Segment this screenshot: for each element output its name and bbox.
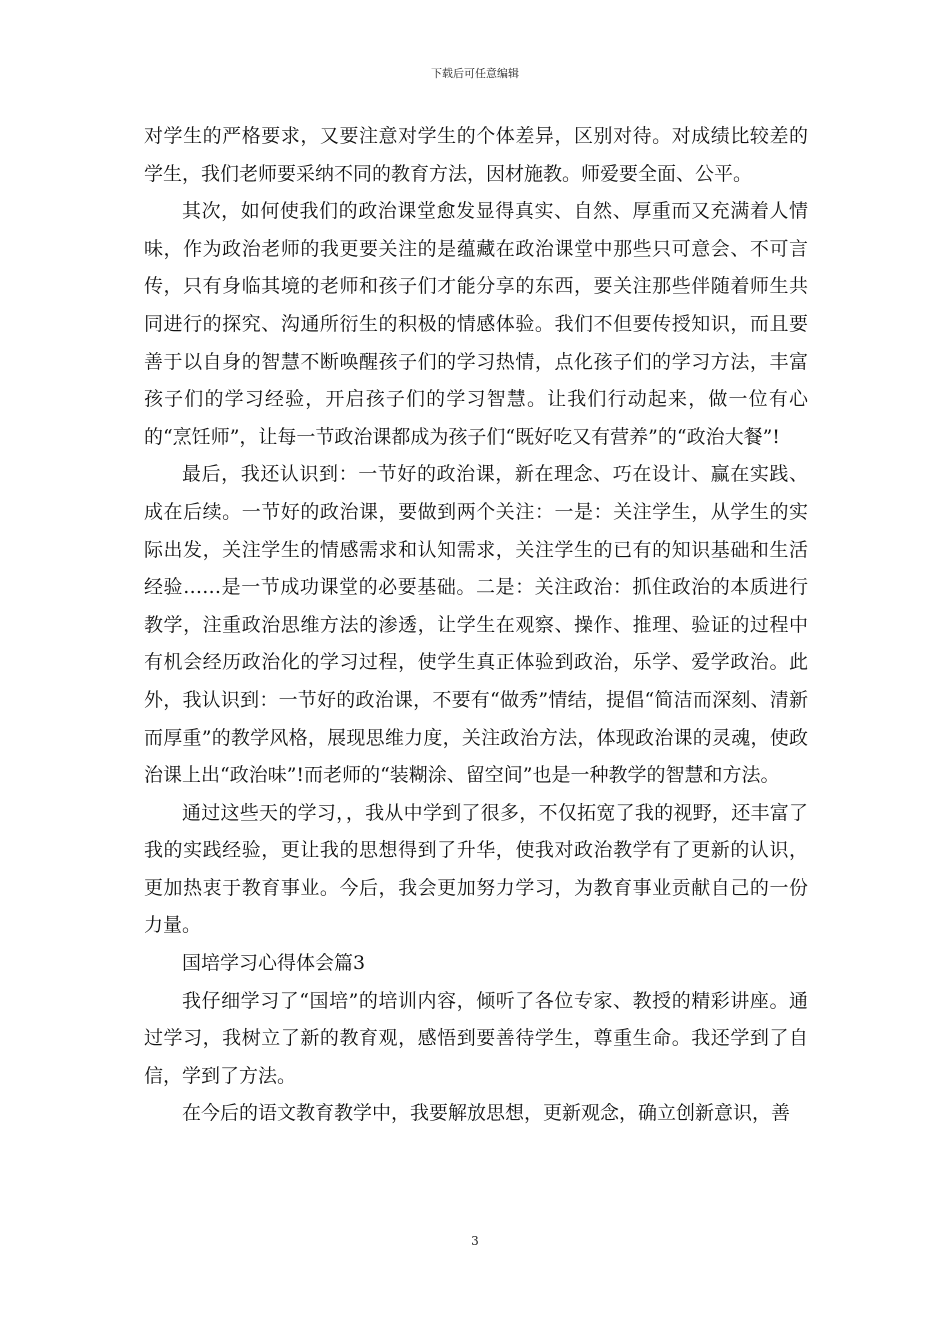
paragraph: 通过这些天的学习，，我从中学到了很多，不仅拓宽了我的视野，还丰富了我的实践经验，更让我的思想得到了升华，使我对政治教学有了更新的认识，更加热衷于教育事业。今后，我会更加努力学习，为教育事业贡献自己的一份力量。 bbox=[144, 801, 808, 937]
paragraph: 在今后的语文教育教学中，我要解放思想，更新观念，确立创新意识，善 bbox=[182, 1102, 791, 1125]
paragraph-continued: 对学生的严格要求，又要注意对学生的个体差异，区别对待。对成绩比较差的学生，我们老师要采纳不同的教育方法，因材施教。师爱要全面、公平。 bbox=[144, 125, 808, 185]
paragraph: 其次，如何使我们的政治课堂愈发显得真实、自然、厚重而又充满着人情味，作为政治老师的我更要关注的是蕴藏在政治课堂中那些只可意会、不可言传，只有身临其境的老师和孩子们才能分享的东西，要关注那些伴随着师生共同进行的探究、沟通所衍生的积极的情感体验。我们不但要传授知识，而且要善于以自身的智慧不断唤醒孩子们的学习热情，点化孩子们的学习方法，丰富孩子们的学习经验，开启孩子们的学习智慧。让我们行动起来，做一位有心的“烹饪师”，让每一节政治课都成为孩子们“既好吃又有营养”的“政治大餐”! bbox=[144, 200, 808, 448]
page-number: 3 bbox=[471, 1234, 479, 1248]
paragraph: 最后，我还认识到：一节好的政治课，新在理念、巧在设计、赢在实践、成在后续。一节好的政治课，要做到两个关注：一是：关注学生，从学生的实际出发，关注学生的情感需求和认知需求，关注学生的已有的知识基础和生活经验……是一节成功课堂的必要基础。二是：关注政治：抓住政治的本质进行教学，注重政治思维方法的渗透，让学生在观察、操作、推理、验证的过程中有机会经历政治化的学习过程，使学生真正体验到政治，乐学、爱学政治。此外，我认识到：一节好的政治课，不要有“做秀”情结，提倡“简洁而深刻、清新而厚重”的教学风格，展现思维力度，关注政治方法，体现政治课的灵魂，使政治课上出“政治味”!而老师的“装糊涂、留空间”也是一种教学的智慧和方法。 bbox=[144, 463, 808, 787]
section-heading: 国培学习心得体会篇3 bbox=[182, 952, 366, 975]
page-header: 下载后可任意编辑 bbox=[431, 67, 519, 80]
paragraph: 我仔细学习了“国培”的培训内容，倾听了各位专家、教授的精彩讲座。通过学习，我树立了新的教育观，感悟到要善待学生，尊重生命。我还学到了自信，学到了方法。 bbox=[144, 989, 808, 1087]
document-body bbox=[144, 118, 808, 1133]
